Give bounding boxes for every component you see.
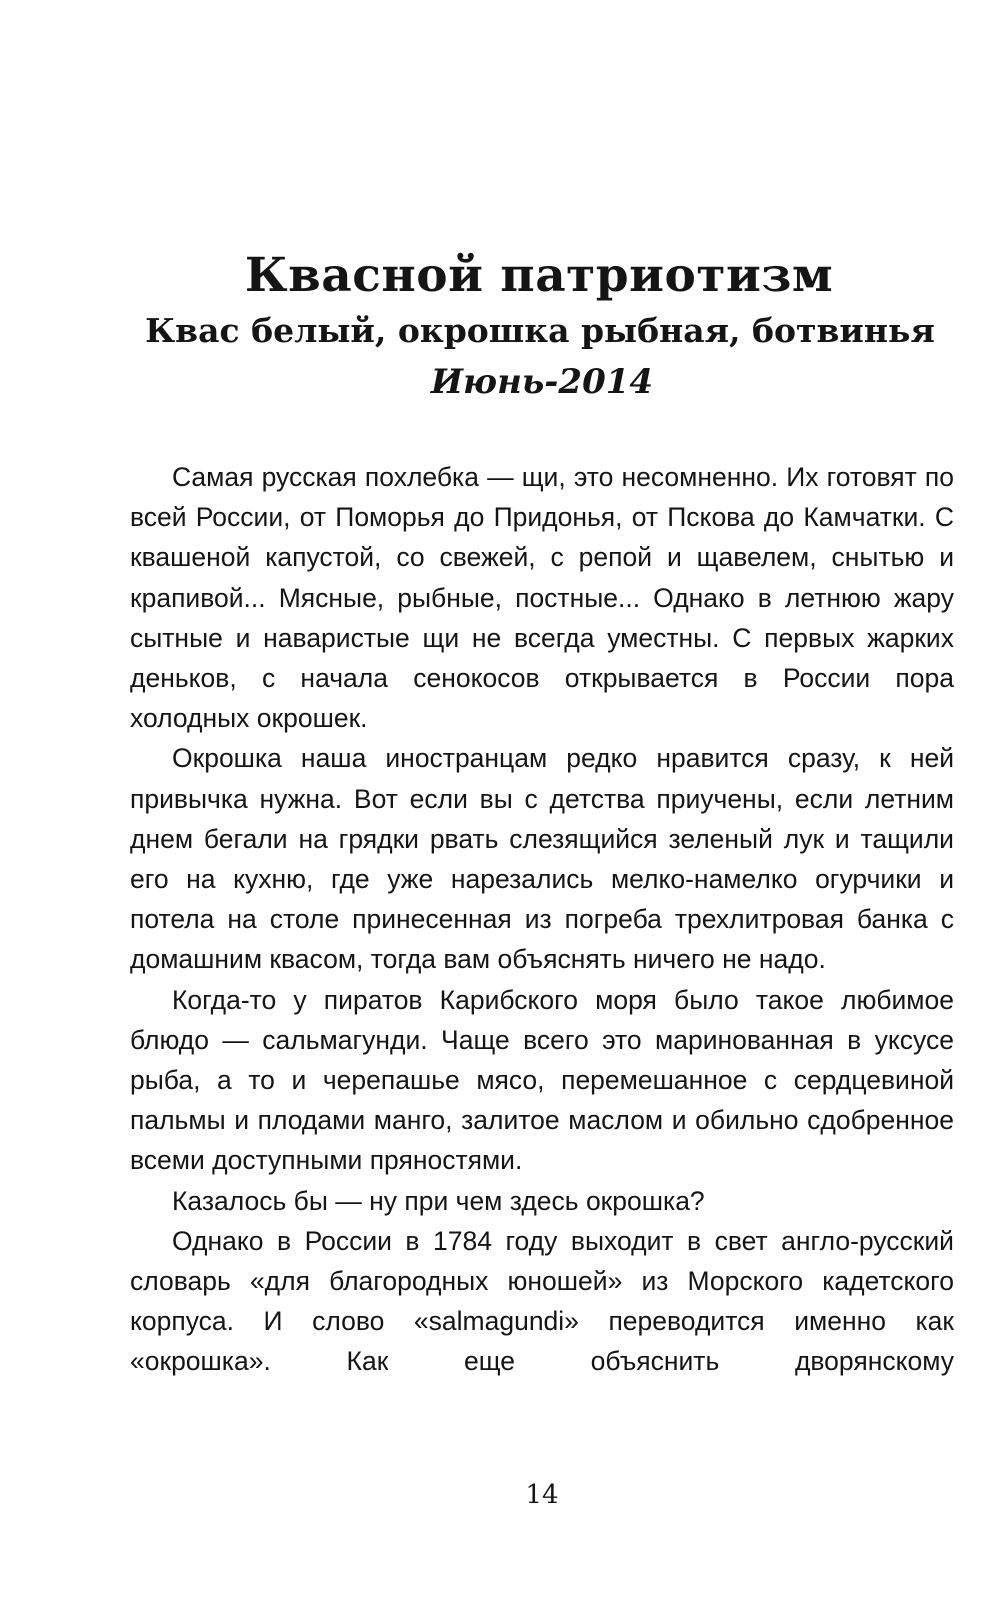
paragraph-3: Когда-то у пиратов Карибского моря было такое любимое блюдо — сальмагунди. Чаще всего это маринованная в уксусе рыба, а то и черепашье мясо, перемешанное с сердцевиной пальмы и плодами манго, залитое маслом и обильно сдобренное всеми доступными пряностями.: [130, 984, 954, 1176]
paragraph-1: Самая русская похлебка — щи, это несомненно. Их готовят по всей России, от Поморья до Придонья, от Пскова до Камчатки. С квашеной капустой, со свежей, с репой и щавелем, снытью и крапивой... Мясные, рыбные, постные... Однако в летнюю жару сытные и наваристые щи не всегда уместны. С первых жарких деньков, с начала сенокосов открывается в России пора холодных окрошек.: [130, 462, 954, 734]
page-number: 14: [525, 1480, 559, 1510]
paragraph-2: Окрошка наша иностранцам редко нравится сразу, к ней привычка нужна. Вот если вы с детства приучены, если летним днем бегали на грядки рвать слезящийся зеленый лук и тащили его на кухню, где уже нарезались мелко-намелко огурчики и потела на столе принесенная из погреба трехлитровая банка с домашним квасом, тогда вам объяснять ничего не надо.: [130, 743, 954, 975]
chapter-title: Квасной патриотизм: [244, 248, 834, 303]
chapter-subtitle: Квас белый, окрошка рыбная, ботвинья: [145, 311, 935, 350]
chapter-heading: [0, 246, 1000, 408]
paragraph-4: Казалось бы — ну при чем здесь окрошка?: [172, 1185, 705, 1216]
body-text: [130, 457, 954, 1382]
chapter-date: Июнь-2014: [430, 362, 654, 402]
paragraph-5: Однако в России в 1784 году выходит в свет англо-русский словарь «для благородных юношей» из Морского кадетского корпуса. И слово «salmagundi» переводится именно как «окрошка». Как еще объяснить дворянскому: [130, 1225, 954, 1377]
